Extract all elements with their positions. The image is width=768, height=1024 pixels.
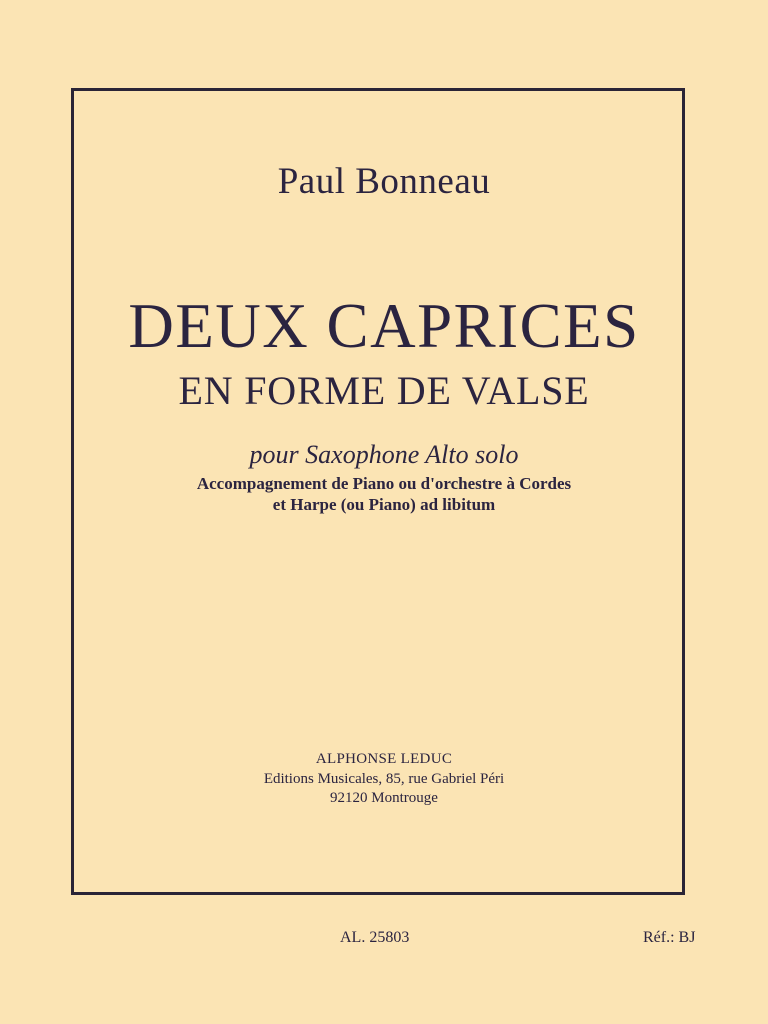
composer-name: Paul Bonneau [277,161,491,202]
title-line-1: DEUX CAPRICES [128,291,640,361]
publisher-name: ALPHONSE LEDUC [315,751,453,767]
publisher-address-line-1: Editions Musicales, 85, rue Gabriel Péri [263,771,505,787]
publisher-address-line-2: 92120 Montrouge [330,790,438,806]
instrumentation-text: pour Saxophone Alto solo [249,440,519,469]
accompaniment-line-1: Accompagnement de Piano ou d'orchestre à Cordes [196,474,572,493]
accompaniment-line-2: et Harpe (ou Piano) ad libitum [272,495,496,514]
catalog-number: AL. 25803 [340,929,410,946]
reference-code: Réf.: BJ [643,929,696,946]
title-line-2: EN FORME DE VALSE [178,368,590,413]
